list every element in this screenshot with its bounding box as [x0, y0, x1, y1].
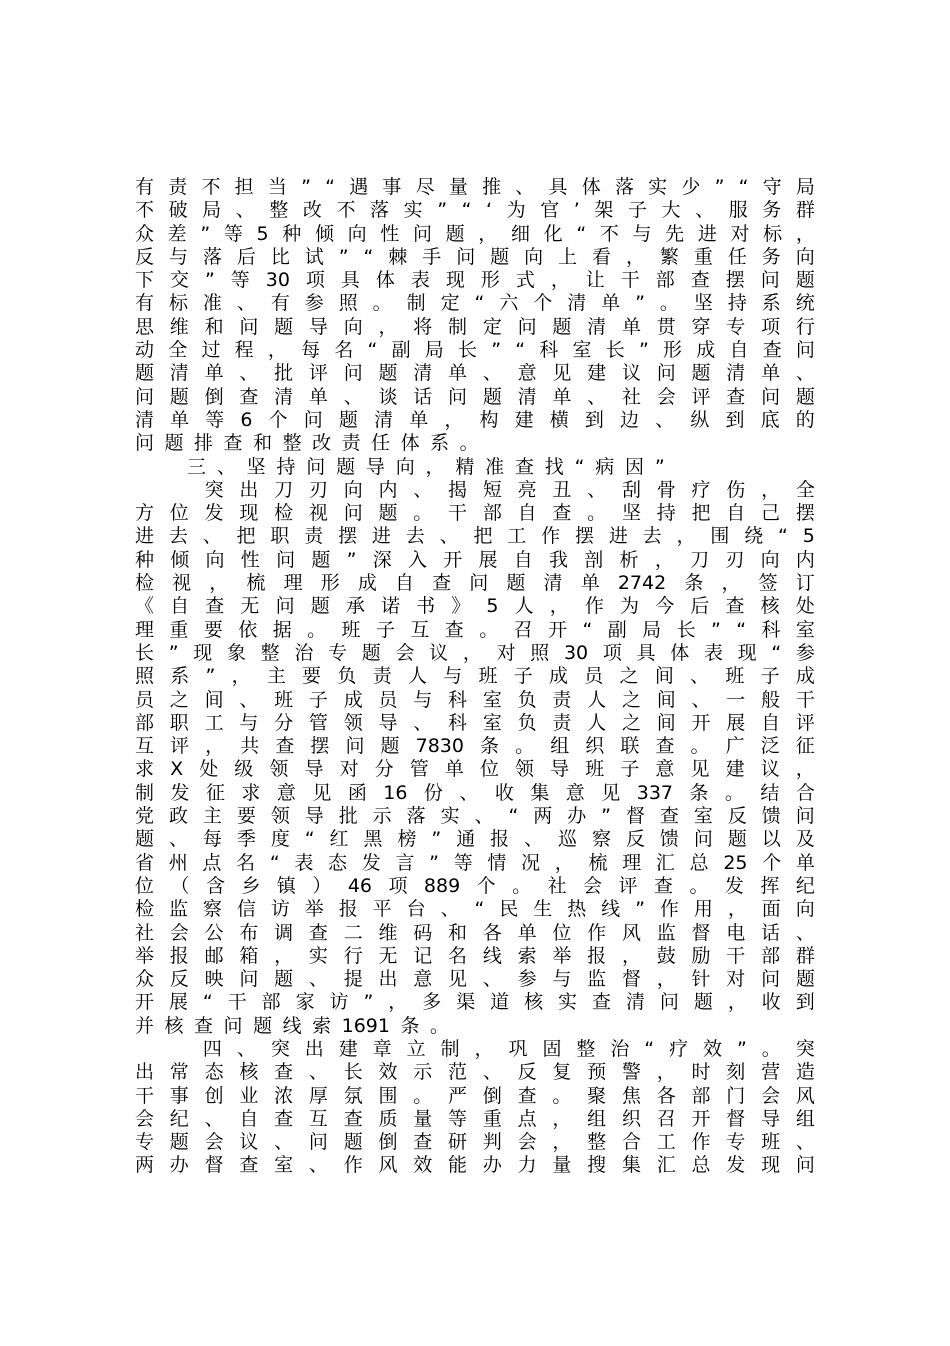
text-line: 不 破 局 、 整 改 不 落 实 ” “ ‘ 为 官 ’ 架 子 大 、 服 务 群 [135, 199, 815, 222]
text-line: 理 重 要 依 据 。 班 子 互 查 。 召 开 “ 副 局 长 ” “ 科 室 [135, 618, 815, 641]
text-line: 举 报 邮 箱 ， 实 行 无 记 名 线 索 举 报 ， 鼓 励 干 部 群 [135, 944, 815, 967]
text-line: 并 核 查 问 题 线 索 1691 条 。 [135, 1014, 449, 1037]
text-line: 检 视 ， 梳 理 形 成 自 查 问 题 清 单 2742 条 ， 签 订 [135, 572, 815, 595]
text-line: 干 事 创 业 浓 厚 氛 围 。 严 倒 查 。 聚 焦 各 部 门 会 风 [135, 1084, 815, 1107]
text-line: 动 全 过 程 ， 每 名 “ 副 局 长 ” “ 科 室 长 ” 形 成 自 查 问 [135, 339, 815, 362]
text-line: 员 之 间 、 班 子 成 员 与 科 室 负 责 人 之 间 、 一 般 干 [135, 688, 815, 711]
text-line: 检 监 察 信 访 举 报 平 台 、 “ 民 生 热 线 ” 作 用 ， 面 向 [135, 898, 815, 921]
text-line: 众 差 ” 等 5 种 倾 向 性 问 题 ， 细 化 “ 不 与 先 进 对 标 ， [135, 222, 815, 245]
text-line: 下 交 ” 等 30 项 具 体 表 现 形 式 ， 让 干 部 查 摆 问 题 [135, 269, 815, 292]
text-line: 社 会 公 布 调 查 二 维 码 和 各 单 位 作 风 监 督 电 话 、 [135, 921, 815, 944]
text-line: 问 题 排 查 和 整 改 责 任 体 系 。 [135, 432, 479, 455]
text-line: 方 位 发 现 检 视 问 题 。 干 部 自 查 。 坚 持 把 自 己 摆 [135, 502, 815, 525]
text-line: 突 出 刀 刃 向 内 、 揭 短 亮 丑 、 刮 骨 疗 伤 ， 全 [204, 478, 815, 501]
text-line: 制 发 征 求 意 见 函 16 份 、 收 集 意 见 337 条 。 结 合 [135, 781, 815, 804]
text-line: 长 ” 现 象 整 治 专 题 会 议 ， 对 照 30 项 具 体 表 现 “ 参 [135, 641, 815, 664]
text-line: 会 纪 、 自 查 互 查 质 量 等 重 点 ， 组 织 召 开 督 导 组 [135, 1107, 815, 1130]
text-line: 有 责 不 担 当 ” “ 遇 事 尽 量 推 、 具 体 落 实 少 ” “ 守 局 [135, 176, 815, 198]
text-line: 众 反 映 问 题 、 提 出 意 见 、 参 与 监 督 ， 针 对 问 题 [135, 968, 815, 991]
text-line: 党 政 主 要 领 导 批 示 落 实 、 “ 两 办 ” 督 查 室 反 馈 问 [135, 805, 815, 828]
text-line: 位 （ 含 乡 镇 ） 46 项 889 个 。 社 会 评 查 。 发 挥 纪 [135, 874, 815, 897]
text-line: 两 办 督 查 室 、 作 风 效 能 办 力 量 搜 集 汇 总 发 现 问 [135, 1154, 815, 1177]
text-line: 种 倾 向 性 问 题 ” 深 入 开 展 自 我 剖 析 ， 刀 刃 向 内 [135, 548, 815, 571]
text-line: 有 标 准 、 有 参 照 。 制 定 “ 六 个 清 单 ” 。 坚 持 系 统 [135, 292, 815, 315]
text-line: 专 题 会 议 、 问 题 倒 查 研 判 会 ， 整 合 工 作 专 班 、 [135, 1131, 815, 1154]
text-line: 出 常 态 核 查 、 长 效 示 范 、 反 复 预 警 ， 时 刻 营 造 [135, 1061, 815, 1084]
text-line: 开 展 “ 干 部 家 访 ” ， 多 渠 道 核 实 查 清 问 题 ， 收 到 [135, 991, 815, 1014]
text-line: 省 州 点 名 “ 表 态 发 言 ” 等 情 况 ， 梳 理 汇 总 25 个 单 [135, 851, 815, 874]
text-line: 反 与 落 后 比 试 ” “ 棘 手 问 题 向 上 看 ， 繁 重 任 务 向 [135, 245, 815, 268]
text-line: 题 清 单 、 批 评 问 题 清 单 、 意 见 建 议 问 题 清 单 、 [135, 362, 815, 385]
section-heading: 三 、 坚 持 问 题 导 向 ， 精 准 查 找 “ 病 因 ” [187, 455, 665, 478]
text-line: 思 维 和 问 题 导 向 ， 将 制 定 问 题 清 单 贯 穿 专 项 行 [135, 315, 815, 338]
text-line: 《 自 查 无 问 题 承 诺 书 》 5 人 ， 作 为 今 后 查 核 处 [135, 595, 815, 618]
body-text [135, 176, 815, 1178]
text-line: 部 职 工 与 分 管 领 导 、 科 室 负 责 人 之 间 开 展 自 评 [135, 711, 815, 734]
text-line: 互 评 ， 共 查 摆 问 题 7830 条 。 组 织 联 查 。 广 泛 征 [135, 735, 815, 758]
text-line: 进 去 、 把 职 责 摆 进 去 、 把 工 作 摆 进 去 ， 围 绕 “ 5 [135, 525, 815, 548]
text-line: 求 X 处 级 领 导 对 分 管 单 位 领 导 班 子 意 见 建 议 ， [135, 758, 815, 781]
text-line: 题 、 每 季 度 “ 红 黑 榜 ” 通 报 、 巡 察 反 馈 问 题 以 及 [135, 828, 815, 851]
text-line: 照 系 ” ， 主 要 负 责 人 与 班 子 成 员 之 间 、 班 子 成 [135, 665, 815, 688]
text-line: 问 题 倒 查 清 单 、 谈 话 问 题 清 单 、 社 会 评 查 问 题 [135, 385, 815, 408]
text-line: 清 单 等 6 个 问 题 清 单 ， 构 建 横 到 边 、 纵 到 底 的 [135, 408, 815, 431]
text-line: 四 、 突 出 建 章 立 制 ， 巩 固 整 治 “ 疗 效 ” 。 突 [202, 1037, 815, 1060]
